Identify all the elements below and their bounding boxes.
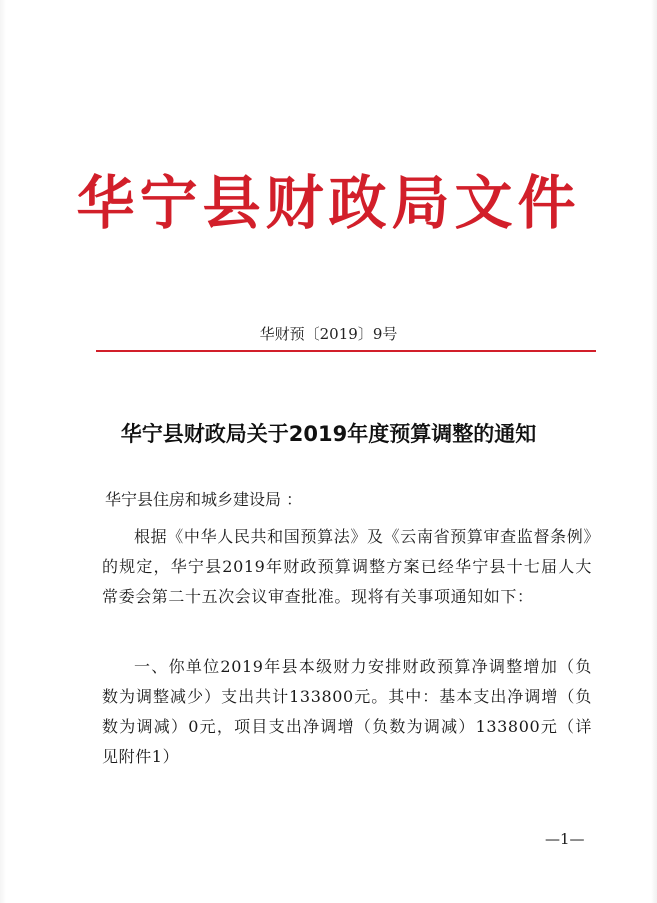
page-number: —1— (545, 830, 585, 848)
document-number: 华财预〔2019〕9号 (259, 325, 398, 343)
red-separator-line (96, 350, 596, 352)
document-header-title: 华宁县财政局文件 (76, 169, 581, 237)
notice-title: 华宁县财政局关于2019年度预算调整的通知 (120, 422, 537, 446)
body-paragraph-2: 一、你单位2019年县本级财力安排财政预算净调整增加（负数为调整减少）支出共计133800元。其中：基本支出净调增（负数为调减）0元，项目支出净调增（负数为调减）133800元（详见附件1） (102, 657, 592, 766)
recipient-line: 华宁县住房和城乡建设局 ： (105, 490, 303, 509)
body-paragraph-1: 根据《中华人民共和国预算法》及《云南省预算审查监督条例》的规定，华宁县2019年财政预算调整方案已经华宁县十七届人大常委会第二十五次会议审查批准。现将有关事项通知如下： (102, 527, 592, 606)
